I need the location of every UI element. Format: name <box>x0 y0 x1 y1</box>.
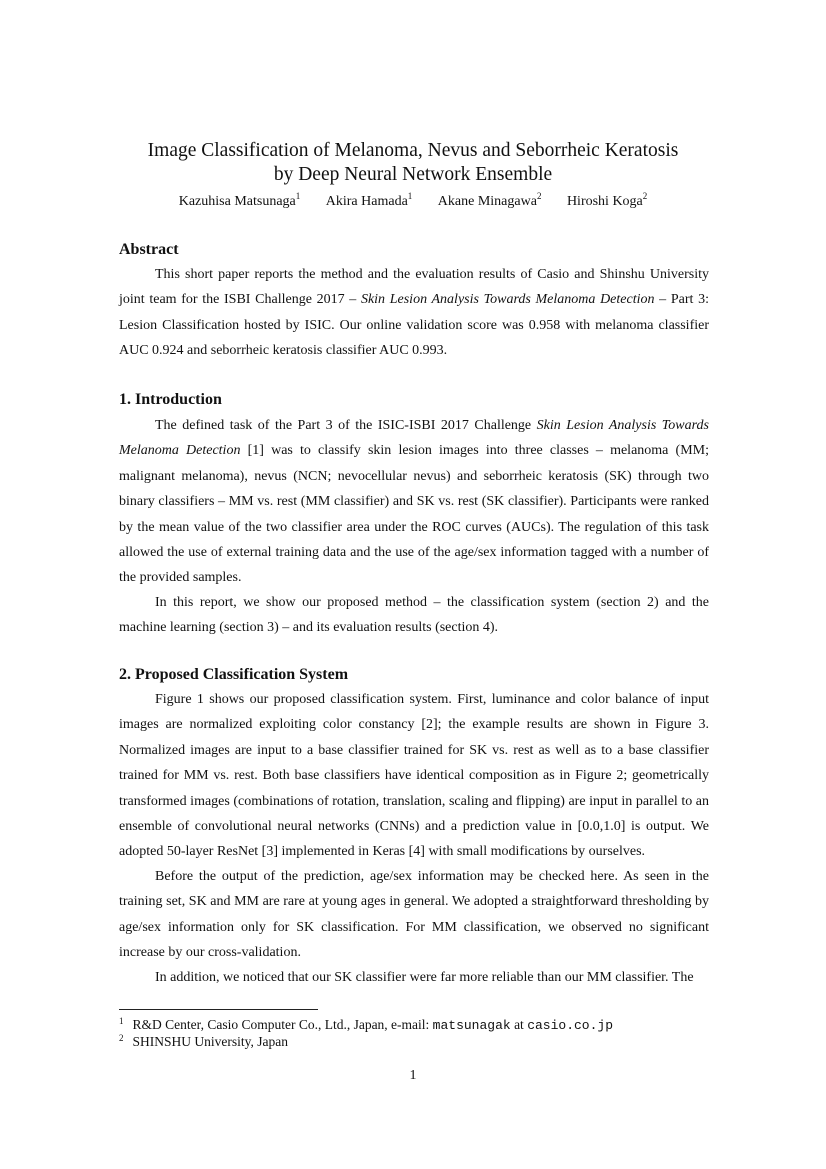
footnote-1: $^1$ R&D Center, Casio Computer Co., Ltd., Japan, e-mail: matsunagak at casio.co.jp <box>119 1016 614 1033</box>
author: Hiroshi Koga$^2$ <box>566 191 648 209</box>
author: Kazuhisa Matsunaga$^1$ <box>178 191 301 209</box>
page-number: 1 <box>409 1068 417 1083</box>
abstract-paragraph: This short paper reports the method and the evaluation results of Casio and Shinshu University joint team for the ISBI Challenge 2017 – Skin Lesion Analysis Towards Melanoma Detection – Part 3: Lesion Classification hosted by ISIC. Our online validation score was 0.958 with melanoma classifier AUC 0.924 and seborrheic keratosis classifier AUC 0.993. <box>119 267 709 359</box>
paper-title-line-2: by Deep Neural Network Ensemble <box>273 164 553 185</box>
section-2-heading: 2. Proposed Classification System <box>119 666 349 683</box>
author-list <box>0 191 826 210</box>
system-paragraph-3: In addition, we noticed that our SK classifier were far more reliable than our MM classifier. The <box>155 970 694 985</box>
abstract-heading: Abstract <box>119 241 179 258</box>
system-paragraph-1: Figure 1 shows our proposed classification system. First, luminance and color balance of input images are normalized exploiting color constancy [2]; the example results are shown in Figure 3. Normalized images are input to a base classifier trained for SK vs. rest as well as to a base classifier trained for MM vs. rest. Both base classifiers have identical composition as in Figure 2; geometrically transformed images (combinations of rotation, translation, scaling and flipping) are input in parallel to an ensemble of convolutional neural networks (CNNs) and a prediction value in [0.0,1.0] is output. We adopted 50-layer ResNet [3] implemented in Keras [4] with small modifications by ourselves. <box>119 692 709 860</box>
footnote-divider <box>119 1009 318 1010</box>
footnote-2: $^2$ SHINSHU University, Japan <box>119 1033 288 1049</box>
intro-paragraph-2: In this report, we show our proposed method – the classification system (section 2) and the machine learning (section 3) – and its evaluation results (section 4). <box>119 595 709 636</box>
paper-title-line-1: Image Classification of Melanoma, Nevus and Seborrheic Keratosis <box>147 140 679 161</box>
section-1-heading: 1. Introduction <box>119 391 222 408</box>
system-paragraph-2: Before the output of the prediction, age/sex information may be checked here. As seen in the training set, SK and MM are rare at young ages in general. We adopted a straightforward thresholding by age/sex information only for SK classification. For MM classification, we observed no significant increase by our cross-validation. <box>119 869 709 961</box>
author: Akane Minagawa$^2$ <box>437 191 542 209</box>
author: Akira Hamada$^1$ <box>325 191 413 209</box>
intro-paragraph-1: The defined task of the Part 3 of the ISIC-ISBI 2017 Challenge Skin Lesion Analysis Towards Melanoma Detection [1] was to classify skin lesion images into three classes – melanoma (MM; malignant melanoma), nevus (NCN; nevocellular nevus) and seborrheic keratosis (SK) through two binary classifiers – MM vs. rest (MM classifier) and SK vs. rest (SK classifier). Participants were ranked by the mean value of the two classifier area under the ROC curves (AUCs). The regulation of this task allowed the use of external training data and the use of the age/sex information tagged with a number of the provided samples. <box>119 418 709 586</box>
